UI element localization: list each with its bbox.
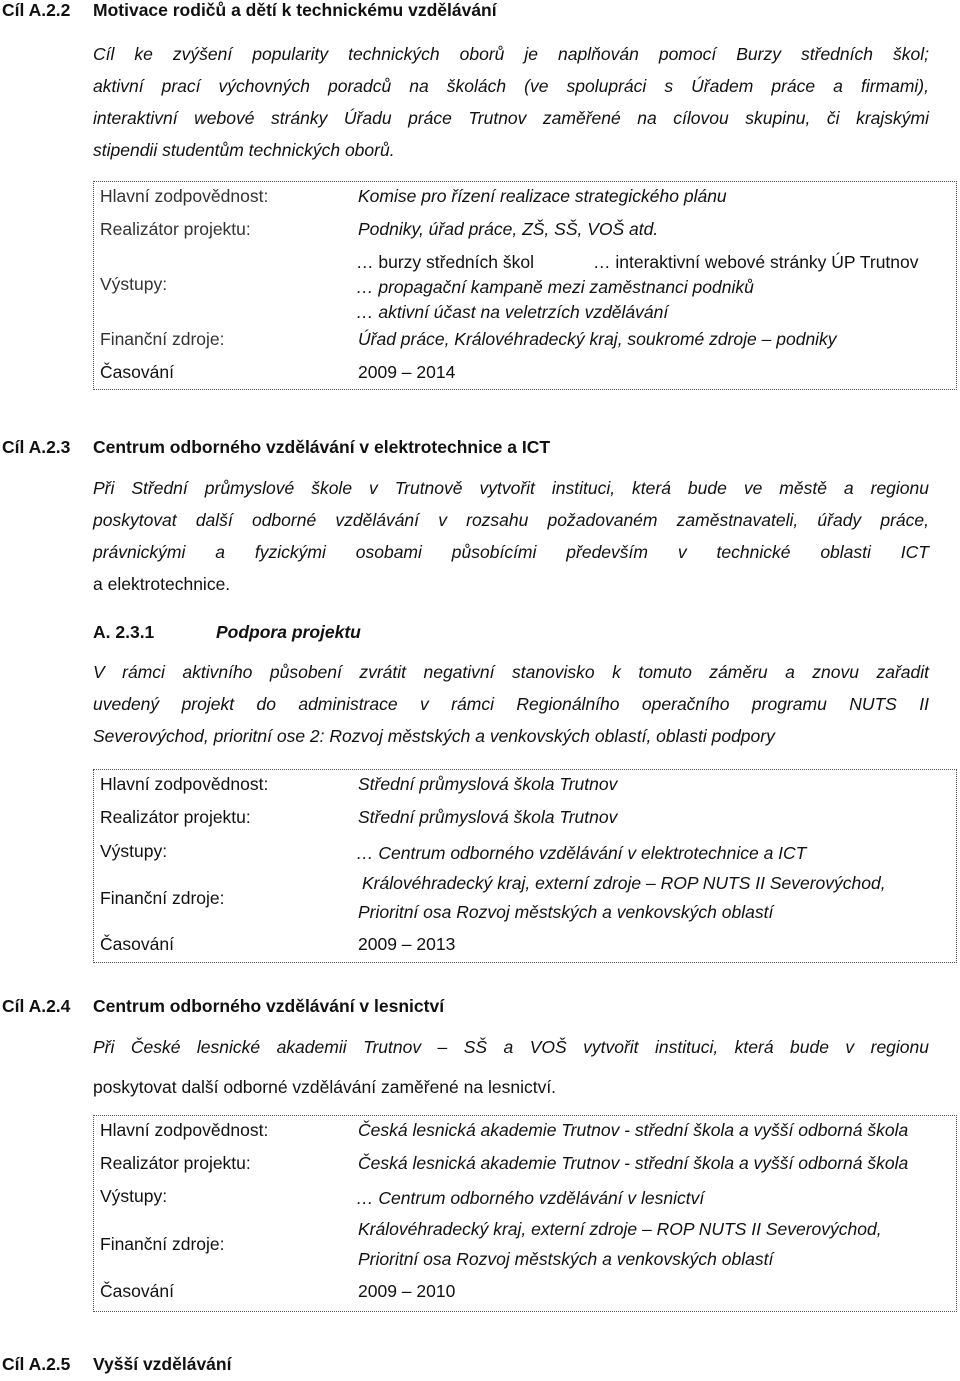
value-vystupy-veletrhy: … aktivní účast na veletrzích vzdělávání — [356, 302, 669, 322]
paragraph-line: právnickými a fyzickými osobami působícími především v technické oblasti ICT — [93, 542, 929, 562]
label-vystupy: Výstupy: — [100, 1186, 168, 1206]
label-vystupy: Výstupy: — [100, 841, 168, 861]
paragraph-line: poskytovat další odborné vzdělávání v rozsahu požadovaném zaměstnavateli, úřady práce, — [93, 510, 929, 530]
label-hlavni-zodpovednost: Hlavní zodpovědnost: — [100, 186, 269, 206]
label-financni-zdroje: Finanční zdroje: — [100, 1234, 225, 1254]
value-vystupy-kampane: … propagační kampaně mezi zaměstnanci podniků — [356, 277, 754, 297]
label-hlavni-zodpovednost: Hlavní zodpovědnost: — [100, 774, 269, 794]
value-casovani: 2009 – 2014 — [358, 362, 456, 382]
value-casovani: 2009 – 2013 — [358, 934, 456, 954]
value-hlavni-zodpovednost: Komise pro řízení realizace strategického plánu — [358, 186, 727, 206]
value-financni-zdroje-1: Královéhradecký kraj, externí zdroje – ROP NUTS II Severovýchod, — [362, 873, 886, 893]
value-casovani: 2009 – 2010 — [358, 1281, 456, 1301]
value-financni-zdroje-2: Prioritní osa Rozvoj městských a venkovských oblastí — [358, 902, 774, 922]
subsection-code-a2231: A. 2.3.1 — [93, 622, 155, 642]
value-financni-zdroje: Úřad práce, Královéhradecký kraj, soukromé zdroje – podniky — [358, 329, 837, 349]
paragraph-a2231 — [93, 656, 929, 752]
value-realizator: Podniky, úřad práce, ZŠ, SŠ, VOŠ atd. — [358, 219, 659, 239]
label-realizator: Realizátor projektu: — [100, 219, 251, 239]
value-realizator: Česká lesnická akademie Trutnov - střední škola a vyšší odborná škola — [358, 1153, 909, 1173]
project-box-a224 — [93, 1115, 957, 1312]
section-code-a224: Cíl A.2.4 — [2, 996, 71, 1016]
section-title-a225: Vyšší vzdělávání — [93, 1354, 232, 1374]
paragraph-line: Severovýchod, prioritní ose 2: Rozvoj městských a venkovských oblastí, oblasti podpory — [93, 726, 775, 746]
section-code-a222: Cíl A.2.2 — [2, 0, 71, 20]
paragraph-a222 — [93, 38, 929, 166]
paragraph-line: a elektrotechnice. — [93, 574, 231, 594]
value-financni-zdroje-1: Královéhradecký kraj, externí zdroje – ROP NUTS II Severovýchod, — [358, 1219, 882, 1239]
label-casovani: Časování — [100, 934, 174, 954]
value-vystupy-burzy: … burzy středních škol — [356, 252, 534, 272]
paragraph-a223 — [93, 472, 929, 600]
project-box-a223 — [93, 769, 957, 963]
paragraph-line: Cíl ke zvýšení popularity technických oborů je naplňován pomocí Burzy středních škol; — [93, 44, 929, 64]
paragraph-a224 — [93, 1031, 929, 1103]
subsection-title-a2231: Podpora projektu — [216, 622, 361, 642]
paragraph-line: aktivní prací výchovných poradců na školách (ve spolupráci s Úřadem práce a firmami), — [93, 76, 929, 96]
paragraph-line: poskytovat další odborné vzdělávání zaměřené na lesnictví. — [93, 1077, 557, 1097]
paragraph-line: Při Střední průmyslové škole v Trutnově vytvořit instituci, která bude ve městě a regionu — [93, 478, 929, 498]
paragraph-line: stipendii studentům technických oborů. — [93, 140, 395, 160]
label-financni-zdroje: Finanční zdroje: — [100, 888, 225, 908]
label-vystupy: Výstupy: — [100, 274, 168, 294]
label-casovani: Časování — [100, 1281, 174, 1301]
value-financni-zdroje-2: Prioritní osa Rozvoj městských a venkovských oblastí — [358, 1249, 774, 1269]
paragraph-line: Při České lesnické akademii Trutnov – SŠ a VOŠ vytvořit instituci, která bude v regionu — [93, 1037, 929, 1057]
section-title-a224: Centrum odborného vzdělávání v lesnictví — [93, 996, 445, 1016]
value-vystupy: … Centrum odborného vzdělávání v elektrotechnice a ICT — [356, 843, 807, 863]
label-realizator: Realizátor projektu: — [100, 1153, 251, 1173]
paragraph-line: V rámci aktivního působení zvrátit negativní stanovisko k tomuto záměru a znovu zařadit — [93, 662, 929, 682]
section-code-a223: Cíl A.2.3 — [2, 437, 71, 457]
label-hlavni-zodpovednost: Hlavní zodpovědnost: — [100, 1120, 269, 1140]
value-hlavni-zodpovednost: Česká lesnická akademie Trutnov - střední škola a vyšší odborná škola — [358, 1120, 909, 1140]
section-title-a223: Centrum odborného vzdělávání v elektrotechnice a ICT — [93, 437, 551, 457]
paragraph-line: uvedený projekt do administrace v rámci Regionálního operačního programu NUTS II — [93, 694, 929, 714]
label-realizator: Realizátor projektu: — [100, 807, 251, 827]
section-code-a225: Cíl A.2.5 — [2, 1354, 71, 1374]
section-title-a222: Motivace rodičů a dětí k technickému vzdělávání — [93, 0, 497, 20]
label-casovani: Časování — [100, 362, 174, 382]
value-vystupy-web: … interaktivní webové stránky ÚP Trutnov — [593, 252, 919, 272]
label-financni-zdroje: Finanční zdroje: — [100, 329, 225, 349]
value-hlavni-zodpovednost: Střední průmyslová škola Trutnov — [358, 774, 618, 794]
paragraph-line: interaktivní webové stránky Úřadu práce Trutnov zaměřené na cílovou skupinu, či krajskými — [93, 108, 929, 128]
value-realizator: Střední průmyslová škola Trutnov — [358, 807, 618, 827]
value-vystupy: … Centrum odborného vzdělávání v lesnictví — [356, 1188, 705, 1208]
